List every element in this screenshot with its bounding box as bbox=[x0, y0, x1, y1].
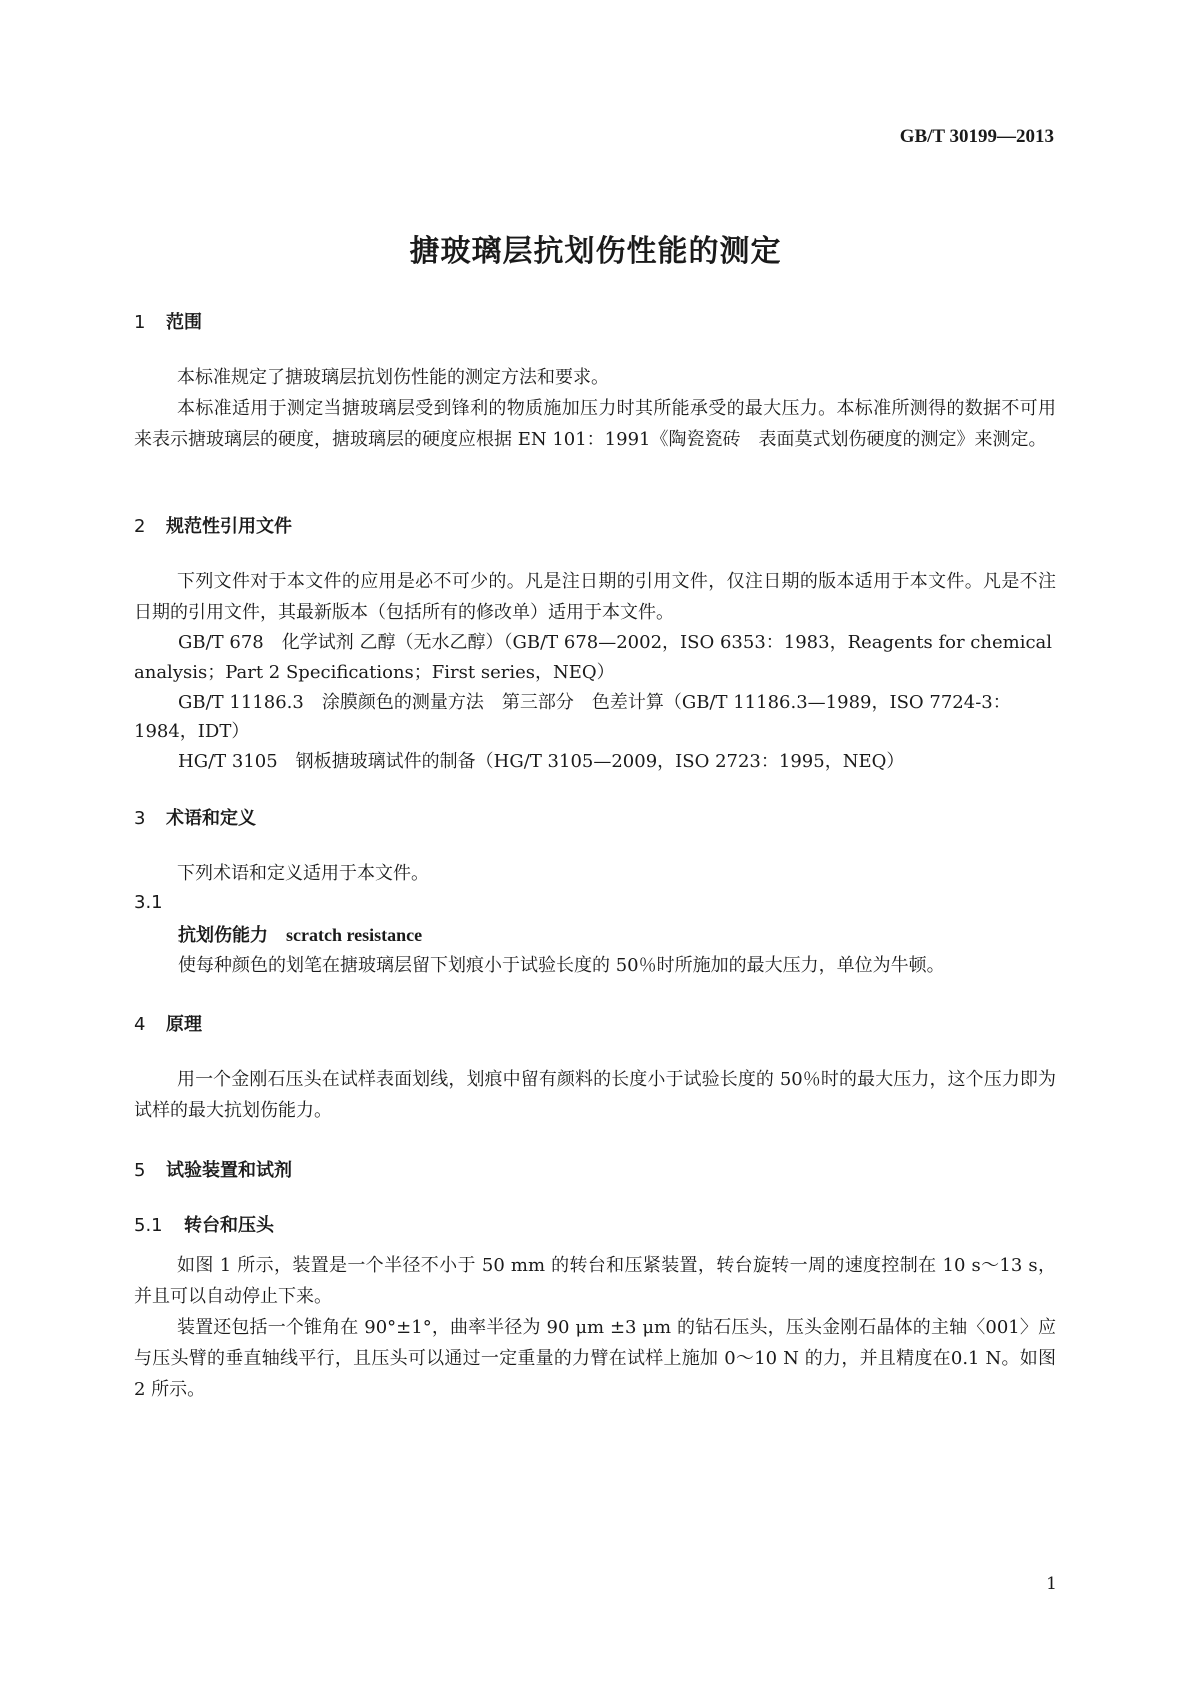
section-number: 3 bbox=[134, 808, 146, 829]
reference-3: HG/T 3105 钢板搪玻璃试件的制备（HG/T 3105—2009，ISO 2723：1995，NEQ） bbox=[178, 751, 905, 772]
section-2-heading bbox=[134, 512, 292, 538]
normative-intro: 下列文件对于本文件的应用是必不可少的。凡是注日期的引用文件，仅注日期的版本适用于本文件。凡是不注日期的引用文件，其最新版本（包括所有的修改单）适用于本文件。 bbox=[134, 571, 1056, 623]
section-title: 术语和定义 bbox=[166, 808, 256, 829]
section-5-1-heading bbox=[134, 1211, 274, 1237]
reference-2-line-2: 1984，IDT） bbox=[134, 721, 250, 742]
scope-paragraph-2: 本标准适用于测定当搪玻璃层受到锋利的物质施加压力时其所能承受的最大压力。本标准所测得的数据不可用来表示搪玻璃层的硬度，搪玻璃层的硬度应根据 EN 101：1991《陶瓷瓷砖 表面莫式划伤硬度的测定》来测定。 bbox=[134, 398, 1056, 450]
term-name bbox=[178, 921, 422, 947]
page-title: 搪玻璃层抗划伤性能的测定 bbox=[409, 234, 782, 269]
section-4-heading bbox=[134, 1010, 202, 1036]
reference-1-line-2: analysis；Part 2 Specifications；First series，NEQ） bbox=[134, 662, 615, 683]
section-title: 试验装置和试剂 bbox=[166, 1160, 292, 1181]
section-number: 5 bbox=[134, 1160, 146, 1181]
section-3-heading bbox=[134, 804, 256, 830]
section-1-heading bbox=[134, 308, 202, 334]
principle-paragraph: 用一个金刚石压头在试样表面划线，划痕中留有颜料的长度小于试验长度的 50％时的最大压力，这个压力即为试样的最大抗划伤能力。 bbox=[134, 1069, 1056, 1121]
terms-intro: 下列术语和定义适用于本文件。 bbox=[177, 863, 429, 884]
section-number: 1 bbox=[134, 312, 146, 333]
term-name-en: scratch resistance bbox=[286, 925, 423, 945]
page-number: 1 bbox=[1046, 1574, 1057, 1594]
apparatus-paragraph-1: 如图 1 所示，装置是一个半径不小于 50 mm 的转台和压紧装置，转台旋转一周的速度控制在 10 s～13 s，并且可以自动停止下来。 bbox=[134, 1255, 1056, 1307]
section-title: 范围 bbox=[166, 312, 202, 333]
term-name-cn: 抗划伤能力 bbox=[178, 925, 268, 946]
section-title: 规范性引用文件 bbox=[166, 516, 292, 537]
document-code: GB/T 30199—2013 bbox=[899, 126, 1054, 147]
apparatus-paragraph-2: 装置还包括一个锥角在 90°±1°，曲率半径为 90 μm ±3 μm 的钻石压头，压头金刚石晶体的主轴〈001〉应与压头臂的垂直轴线平行，且压头可以通过一定重量的力臂在试样上施加 0～10 N 的力，并且精度在0.1 N。如图 2 所示。 bbox=[134, 1317, 1056, 1400]
section-number: 5.1 bbox=[134, 1215, 163, 1236]
section-title: 原理 bbox=[166, 1014, 202, 1035]
section-number: 4 bbox=[134, 1014, 146, 1035]
term-number: 3.1 bbox=[134, 892, 163, 913]
scope-paragraph-1: 本标准规定了搪玻璃层抗划伤性能的测定方法和要求。 bbox=[177, 367, 609, 388]
section-number: 2 bbox=[134, 516, 146, 537]
term-definition: 使每种颜色的划笔在搪玻璃层留下划痕小于试验长度的 50％时所施加的最大压力，单位为牛顿。 bbox=[178, 955, 945, 976]
section-5-heading bbox=[134, 1156, 292, 1182]
section-title: 转台和压头 bbox=[184, 1215, 274, 1236]
reference-1-line-1: GB/T 678 化学试剂 乙醇（无水乙醇）（GB/T 678—2002，ISO 6353：1983，Reagents for chemical bbox=[178, 632, 1053, 653]
reference-2-line-1: GB/T 11186.3 涂膜颜色的测量方法 第三部分 色差计算（GB/T 11186.3—1989，ISO 7724-3： bbox=[178, 692, 1011, 713]
